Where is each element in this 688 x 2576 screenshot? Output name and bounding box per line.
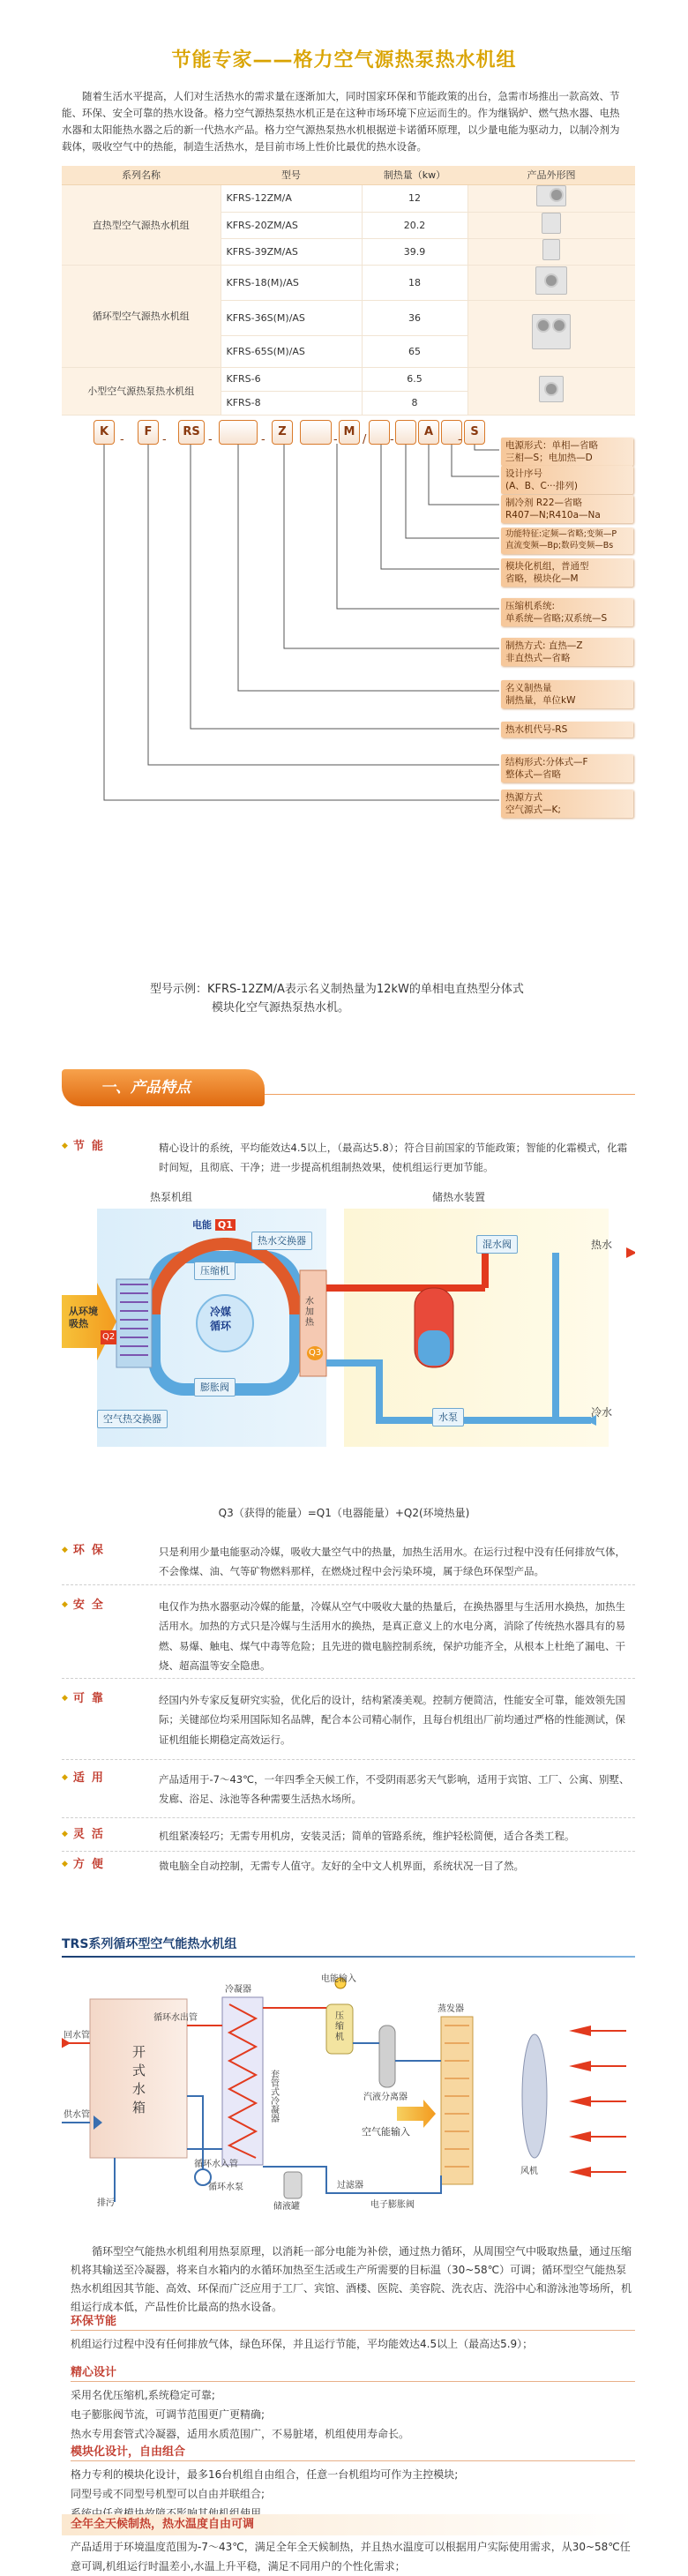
- heat-pump-unit-icon: [532, 314, 571, 349]
- feature-label: ◆ 安全: [62, 1597, 141, 1614]
- intro-paragraph: 随着生活水平提高，人们对生活热水的需求量在逐渐加大，同时国家环保和节能政策的出台，急需市场推出一款高效、节能、环保、安全可靠的热水设备。格力空气源热泵热水机正是在这种市场环境下应运而生的。作为继锅炉、燃气热水器、电热水器和太阳能热水器之后的新一代热水产品。格力空气源热泵热水机根据逆卡诺循环原理，以少量电能为驱动力，以制冷剂为载体，吸收空气中的热能，制造生活热水，是目前市场上性价比最优的热水设备。: [62, 90, 620, 153]
- list-item: 同型号或不同型号机型可以自由并联组合;: [71, 2488, 265, 2501]
- table-header-row: [62, 166, 635, 185]
- table-row: [62, 185, 635, 212]
- eco-heading: 环保节能: [71, 2313, 116, 2331]
- water-exchanger-label: 热水交换器: [251, 1232, 312, 1250]
- electric-input-label: 电能输入: [321, 1974, 356, 1984]
- model-cell: KFRS-12ZM/A: [221, 185, 362, 212]
- water-pump-label: 水泵: [432, 1408, 464, 1427]
- feature-label: ◆ 可靠: [62, 1690, 141, 1708]
- water-heating-label: 水 加 热: [305, 1297, 314, 1328]
- capacity-cell: 20.2: [362, 212, 467, 238]
- fan-label: 风机: [520, 2167, 538, 2176]
- code-label: 制冷剂 R22—省略 R407—N;R410a—Na: [501, 495, 633, 523]
- heat-pump-principle-diagram: [62, 1173, 635, 1473]
- divider: [62, 1584, 635, 1585]
- design-list: [71, 2385, 635, 2445]
- code-letter: Z: [272, 420, 293, 445]
- table-header: 产品外形图: [467, 166, 635, 185]
- feature-text: 微电脑全自动控制，无需专人值守。友好的全中文人机界面，系统状况一目了然。: [159, 1860, 524, 1872]
- divider: [62, 1759, 635, 1760]
- code-dash: -: [208, 433, 213, 446]
- hot-water-label: 热水: [591, 1239, 613, 1251]
- feature-label: ◆ 环保: [62, 1542, 141, 1560]
- product-image-cell: [467, 367, 635, 415]
- capacity-cell: 39.9: [362, 238, 467, 265]
- cold-water-label: 冷水: [591, 1406, 613, 1419]
- series-name: 循环型空气源热水机组: [62, 265, 221, 367]
- code-dash: -: [333, 433, 338, 446]
- coil-condenser-label: 套管式冷凝器: [268, 2070, 279, 2123]
- electric-input-label: [192, 1217, 236, 1232]
- code-label: 电源形式：单相—省略 三相—S；电加热—D: [501, 438, 633, 466]
- q1-badge: Q1: [215, 1219, 236, 1231]
- drain-label: 排污: [97, 2198, 115, 2208]
- model-cell: KFRS-8: [221, 391, 362, 415]
- section-heading: 一、产品特点: [62, 1069, 265, 1106]
- heat-pump-unit-icon: [536, 185, 566, 206]
- section-heading-wrap: [0, 1069, 688, 1106]
- trs-title: TRS系列循环型空气能热水机组: [62, 1937, 237, 1951]
- product-image-cell: [467, 212, 635, 238]
- trs-paragraph: 循环型空气能热水机组利用热泵原理，以消耗一部分电能为补偿，通过热力循环，从周围空气中吸取热量，通过压缩机将其输送至冷凝器，将来自水箱内的水循环加热至生活或生产所需要的目标温（30~58℃）可调；循环型空气能热泵热水机组因其节能、高效、环保而广泛应用于工厂、宾馆、酒楼、医院、美容院、洗衣店、洗浴中心和游泳池等场所，机组运行成本低，产品性价比最高的热水设备。: [71, 2245, 632, 2313]
- heat-pump-unit-icon: [542, 239, 560, 260]
- refrigerant-loop-label: 冷媒 循环: [210, 1306, 232, 1332]
- feature-flexible: [62, 1826, 635, 1846]
- condenser-label: 冷凝器: [225, 1985, 251, 1995]
- capacity-cell: 12: [362, 185, 467, 212]
- feature-text: 只是利用少量电能驱动冷媒，吸收大量空气中的热量，加热生活用水。在运行过程中没有任何排放气体，不会像煤、油、气等矿物燃料那样，在燃烧过程中会污染环境，属于绿色环保型产品。: [159, 1546, 625, 1578]
- ambient-heat-label: [69, 1306, 98, 1330]
- q2-badge: Q2: [101, 1330, 116, 1344]
- capacity-cell: 65: [362, 335, 467, 367]
- heat-pump-unit-icon: [539, 376, 564, 402]
- list-item: 格力专利的模块化设计，最多16台机组自由组合，任意一台机组均可作为主控模块;: [71, 2468, 459, 2481]
- gas-liquid-separator-label: 汽液分离器: [363, 2093, 408, 2102]
- code-letter: K: [93, 420, 115, 445]
- code-label: 压缩机系统: 单系统—省略;双系统—S: [501, 598, 633, 626]
- evaporator-label: 蒸发器: [437, 2004, 464, 2014]
- feature-reliable: [62, 1690, 635, 1749]
- model-example-line: 模块化空气源热泵热水机。: [212, 1000, 350, 1015]
- table-header: 型号: [221, 166, 362, 185]
- compressor-label: 压缩机: [194, 1262, 236, 1280]
- code-label: 结构形式:分体式—F 整体式—省略: [501, 754, 633, 783]
- product-image-cell: [467, 300, 635, 367]
- feature-text: 经国内外专家反复研究实验，优化后的设计，结构紧凑美观。控制方便简洁，性能安全可靠，能效领先国际；关键部位均采用国际知名品牌，配合本公司精心制作，且每台机组出厂前均通过严格的性能测试，保证机组能长期稳定高效运行。: [159, 1694, 625, 1746]
- list-item: 采用名优压缩机,系统稳定可靠;: [71, 2389, 215, 2401]
- expansion-valve-label: 膨胀阀: [194, 1378, 236, 1397]
- tank-title: 储热水装置: [432, 1191, 486, 1203]
- code-dash: -: [120, 433, 124, 446]
- code-dash: -: [162, 433, 167, 446]
- code-letter-placeholder: [219, 420, 258, 445]
- code-letter: F: [138, 420, 159, 445]
- series-name: 小型空气源热泵热水机组: [62, 367, 221, 415]
- table-header: 制热量（kw）: [362, 166, 467, 185]
- product-table: [62, 166, 635, 416]
- code-dash: -: [390, 433, 394, 446]
- expansion-valve-label: 电子膨胀阀: [370, 2200, 415, 2210]
- feature-text: 产品适用于-7～43℃，一年四季全天候工作，不受阴雨恶劣天气影响，适用于宾馆、工厂、公寓、别墅、发廊、浴足、泳池等各种需要生活热水场所。: [159, 1773, 630, 1806]
- heat-pump-unit-icon: [535, 266, 567, 295]
- ambient-heat-text: 从环境 吸热: [69, 1306, 98, 1329]
- model-cell: KFRS-36S(M)/AS: [221, 300, 362, 335]
- circ-out-label: 循环水出管: [153, 2013, 198, 2023]
- circ-in-label: 循环水入管: [194, 2160, 238, 2169]
- compressor-label: 压 缩 机: [335, 2011, 344, 2042]
- product-image-cell: [467, 185, 635, 212]
- open-tank-label: 开 式 水 箱: [132, 2044, 146, 2115]
- code-label: 设计序号 (A、B、C···排列): [501, 466, 633, 494]
- code-letter: RS: [178, 420, 205, 445]
- code-label: 制热方式: 直热—Z 非直热式—省略: [501, 638, 633, 666]
- return-pipe-label: 回水管: [64, 2031, 90, 2041]
- code-label: 名义制热量 制热量，单位kW: [501, 680, 633, 708]
- capacity-cell: 18: [362, 265, 467, 300]
- design-heading: 精心设计: [71, 2364, 116, 2382]
- product-image-cell: [467, 265, 635, 300]
- allday-text: 产品适用于环境温度范围为-7～43℃，满足全年全天候制热，并且热水温度可以根据用户实际使用需求，从30~58℃任意可调,机组运行时温差小,水温上升平稳，满足不同用户的个性化需求；: [71, 2541, 631, 2573]
- code-dash: -: [261, 433, 265, 446]
- feature-label: ◆ 适用: [62, 1770, 141, 1787]
- feature-applicable: [62, 1770, 635, 1809]
- code-label: 模块化机组，普通型 省略，模块化—M: [501, 558, 633, 587]
- feature-eco: [62, 1542, 635, 1582]
- model-example-line: 型号示例：KFRS-12ZM/A表示名义制热量为12kW的单相电直热型分体式: [150, 983, 524, 996]
- model-example: [150, 981, 524, 1018]
- eco-text: 机组运行过程中没有任何排放气体，绿色环保，并且运行节能，平均能效达4.5以上（最高达5.9）；: [71, 2338, 534, 2350]
- divider: [62, 1851, 635, 1852]
- code-label: 热水机代号-RS: [501, 722, 633, 738]
- circ-pump-label: 循环水泵: [208, 2183, 243, 2192]
- feature-text: 电仅作为热水器驱动冷媒的能量，冷媒从空气中吸收大量的热量后，在换热器里与生活用水换热，加热生活用水。加热的方式只是冷媒与生活用水的换热，是真正意义上的水电分离，消除了传统热水器具有的易燃、易爆、触电、煤气中毒等危险；且先进的微电脑控制系统，保护功能齐全，从根本上杜绝了漏电、干烧、超高温等安全隐患。: [159, 1600, 625, 1673]
- code-letter-placeholder: [300, 420, 332, 445]
- filter-label: 过滤器: [337, 2181, 363, 2190]
- electric-input-text: 电能: [192, 1219, 212, 1231]
- trs-system-diagram: [62, 1973, 635, 2220]
- feature-safety: [62, 1597, 635, 1676]
- divider: [62, 1817, 635, 1818]
- evaporator-label: 空气热交换器: [97, 1410, 168, 1428]
- feature-text: 机组紧凑轻巧；无需专用机房，安装灵活；简单的管路系统，维护轻松简便，适合各类工程。: [159, 1830, 575, 1842]
- module-heading: 模块化设计，自由组合: [71, 2444, 185, 2461]
- code-letter-placeholder: [395, 420, 416, 445]
- feature-text: 精心设计的系统，平均能效达4.5以上，（最高达5.8）；符合目前国家的节能政策；智能的化霜模式，化霜时间短，且彻底、干净；进一步提高机组制热效果，使机组运行更加节能。: [159, 1142, 628, 1174]
- capacity-cell: 36: [362, 300, 467, 335]
- series-name: 直热型空气源热水机组: [62, 185, 221, 265]
- table-header: 系列名称: [62, 166, 221, 185]
- feature-energy: [62, 1138, 635, 1178]
- code-dash: /: [363, 433, 367, 446]
- feature-label: ◆ 节能: [62, 1138, 141, 1156]
- model-cell: KFRS-18(M)/AS: [221, 265, 362, 300]
- allday-heading: 全年全天候制热，热水温度自由可调: [62, 2514, 635, 2535]
- capacity-cell: 8: [362, 391, 467, 415]
- feature-convenient: [62, 1856, 635, 1876]
- model-cell: KFRS-65S(M)/AS: [221, 335, 362, 367]
- unit-title: 热泵机组: [150, 1191, 193, 1203]
- model-cell: KFRS-6: [221, 367, 362, 391]
- code-letter: S: [464, 420, 485, 445]
- air-input-label: 空气能输入: [362, 2126, 410, 2138]
- list-item: 电子膨胀阀节流，可调节范围更广更精确;: [71, 2408, 265, 2422]
- heat-pump-unit-icon: [542, 213, 561, 234]
- model-cell: KFRS-39ZM/AS: [221, 238, 362, 265]
- section-divider: [265, 1094, 635, 1095]
- capacity-cell: 6.5: [362, 367, 467, 391]
- feature-label: ◆ 灵活: [62, 1826, 141, 1844]
- q3-badge: Q3: [307, 1346, 323, 1360]
- code-label: 热源方式 空气源式—K;: [501, 790, 633, 818]
- reservoir-label: 储液罐: [273, 2202, 300, 2212]
- code-letter: M: [339, 420, 360, 445]
- model-cell: KFRS-20ZM/AS: [221, 212, 362, 238]
- table-row: [62, 265, 635, 300]
- list-item: 热水专用套管式冷凝器，适用水质范围广，不易脏堵，机组使用寿命长。: [71, 2428, 410, 2441]
- mixing-valve-label: 混水阀: [476, 1235, 518, 1254]
- product-image-cell: [467, 238, 635, 265]
- code-label: 功能特征:定频—省略;变频—P 直流变频—Bp;数码变频—Bs: [501, 528, 633, 554]
- code-letter-placeholder: [369, 420, 390, 445]
- divider: [62, 1678, 635, 1679]
- energy-formula: Q3（获得的能量）=Q1（电器能量）+Q2(环境热量): [218, 1507, 470, 1519]
- table-row: [62, 367, 635, 391]
- feature-label: ◆ 方便: [62, 1856, 141, 1874]
- supply-pipe-label: 供水管: [64, 2110, 90, 2120]
- code-dash: -: [458, 433, 462, 446]
- trs-title-bar: [62, 1956, 635, 1958]
- page-title: 节能专家——格力空气源热泵热水机组: [171, 49, 517, 71]
- code-letter: A: [418, 420, 439, 445]
